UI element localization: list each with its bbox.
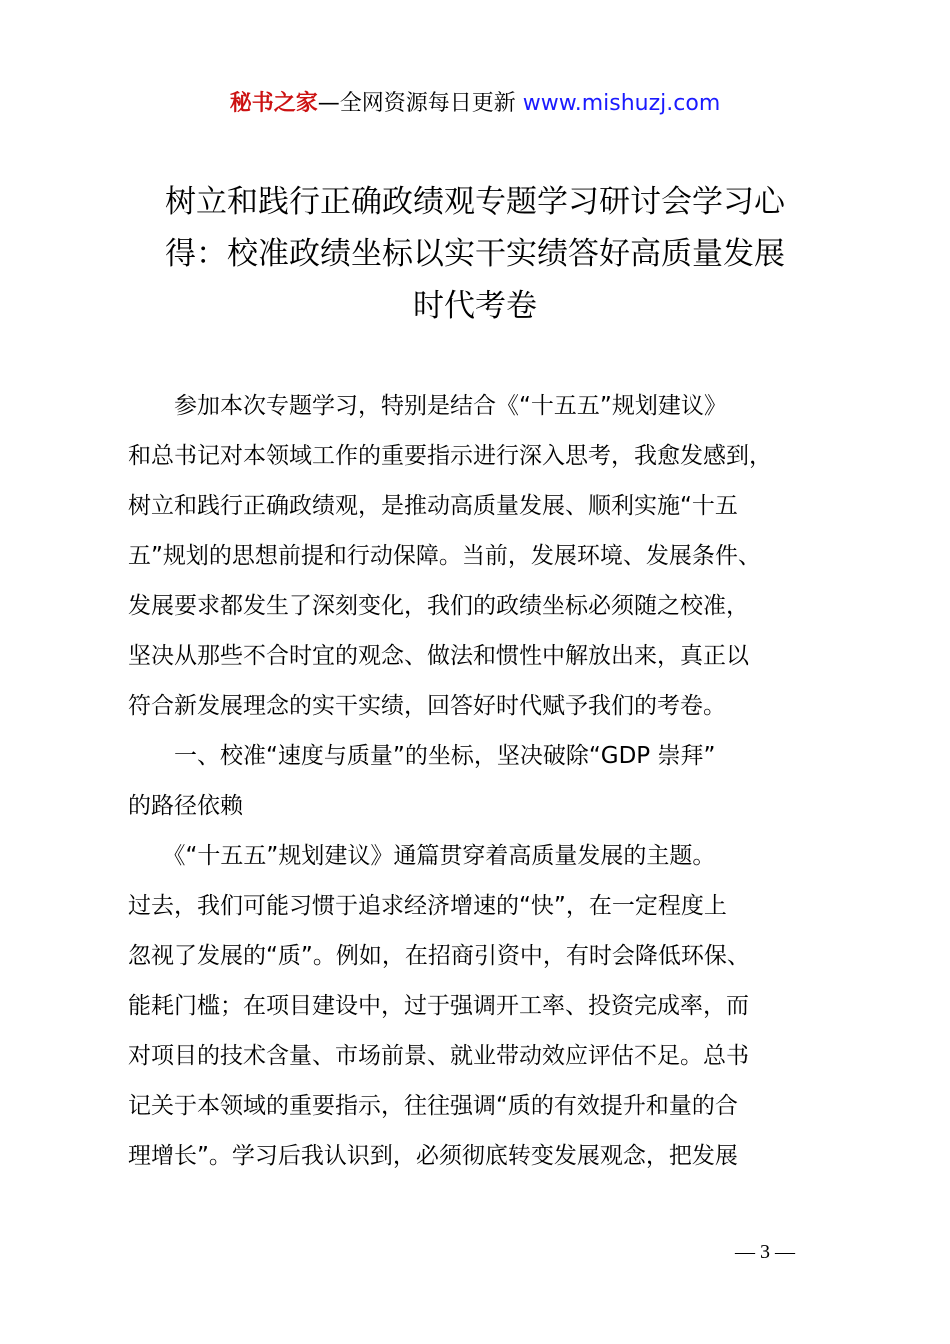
body-line: 记关于本领域的重要指示，往往强调“质的有效提升和量的合: [128, 1093, 738, 1119]
body-line: 对项目的技术含量、市场前景、就业带动效应评估不足。总书: [128, 1043, 749, 1069]
section-heading-line: 的路径依赖: [128, 793, 243, 819]
body-line: 能耗门槛；在项目建设中，过于强调开工率、投资完成率，而: [128, 993, 749, 1019]
body-line: 五”规划的思想前提和行动保障。当前，发展环境、发展条件、: [128, 543, 761, 569]
brand-name: 秘书之家: [229, 91, 318, 116]
body-line: 参加本次专题学习，特别是结合《“十五五”规划建议》: [128, 393, 727, 419]
body-line: 过去，我们可能习惯于追求经济增速的“快”，在一定程度上: [128, 893, 727, 919]
page-number: — 3 —: [735, 1241, 795, 1263]
body-line: 发展要求都发生了深刻变化，我们的政绩坐标必须随之校准，: [128, 593, 749, 619]
section-heading-line: 一、校准“速度与质量”的坐标，坚决破除“GDP 崇拜”: [128, 743, 716, 769]
body-line: 树立和践行正确政绩观，是推动高质量发展、顺利实施“十五: [128, 493, 738, 519]
site-url-link[interactable]: www.mishuzj.com: [522, 91, 721, 116]
site-banner: [0, 86, 950, 122]
body-line: 符合新发展理念的实干实绩，回答好时代赋予我们的考卷。: [128, 693, 726, 719]
body-line: 忽视了发展的“质”。例如，在招商引资中，有时会降低环保、: [128, 943, 750, 969]
body-line: 坚决从那些不合时宜的观念、做法和惯性中解放出来，真正以: [128, 643, 749, 669]
title-line: 时代考卷: [413, 288, 537, 324]
body-line: 和总书记对本领域工作的重要指示进行深入思考，我愈发感到，: [128, 443, 772, 469]
banner-tagline: —全网资源每日更新: [317, 91, 523, 116]
body-line: 理增长”。学习后我认识到，必须彻底转变发展观念，把发展: [128, 1143, 738, 1169]
title-line: 树立和践行正确政绩观专题学习研讨会学习心: [165, 184, 785, 220]
document-title: [115, 176, 835, 332]
title-line: 得：校准政绩坐标以实干实绩答好高质量发展: [165, 236, 785, 272]
body-line: 《“十五五”规划建议》通篇贯穿着高质量发展的主题。: [128, 843, 716, 869]
